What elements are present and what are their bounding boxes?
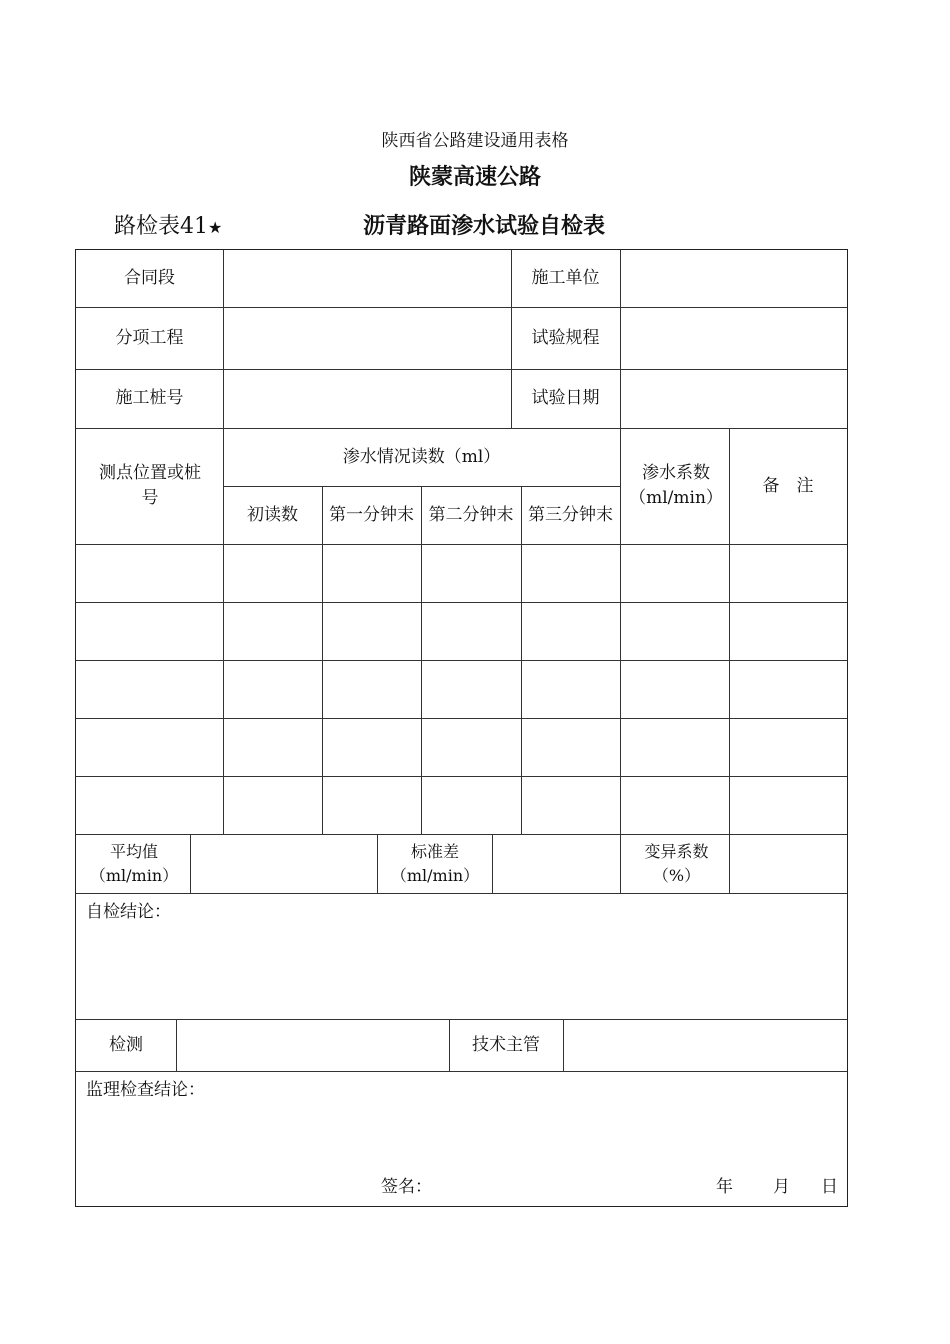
- average-label: 平均值（ml/min）: [89, 841, 179, 885]
- grid-line: [76, 1071, 847, 1072]
- day-label: 日: [821, 1177, 838, 1197]
- project-name: 陕蒙高速公路: [408, 165, 541, 190]
- grid-line: [176, 1019, 177, 1071]
- province-form-label: 陕西省公路建设通用表格: [381, 131, 569, 151]
- reading-group-header: 渗水情况读数（ml）: [342, 446, 501, 467]
- minute1-header: 第一分钟末: [329, 504, 414, 525]
- month-label: 月: [773, 1177, 790, 1197]
- supervisor-conclusion-label: 监理检查结论：: [86, 1080, 205, 1100]
- minute2-header: 第二分钟末: [428, 504, 514, 525]
- self-check-conclusion-label: 自检结论：: [86, 902, 171, 922]
- contract-section-label: 合同段: [124, 268, 175, 288]
- year-label: 年: [716, 1177, 733, 1197]
- grid-line: [76, 660, 847, 661]
- grid-line: [620, 250, 621, 428]
- grid-line: [190, 834, 191, 893]
- test-date-label: 试验日期: [531, 388, 600, 408]
- station-label: 施工桩号: [115, 388, 184, 408]
- grid-line: [492, 834, 493, 893]
- inspector-label: 检测: [109, 1034, 143, 1055]
- inspection-form-table: [75, 249, 848, 1207]
- grid-line: [76, 544, 847, 545]
- grid-line: [620, 428, 621, 893]
- grid-line: [377, 834, 378, 893]
- form-number: [114, 209, 222, 240]
- form-number-text: 路检表41: [114, 214, 208, 239]
- grid-line: [76, 893, 847, 894]
- cv-label: 变异系数（%）: [644, 841, 709, 885]
- grid-line: [76, 718, 847, 719]
- star-icon: ★: [208, 218, 223, 237]
- remark-header: 备 注: [762, 475, 814, 496]
- stddev-label: 标准差（ml/min）: [390, 841, 480, 885]
- point-position-header: 测点位置或桩号: [99, 463, 201, 508]
- grid-line: [76, 776, 847, 777]
- permeability-coef-header: 渗水系数（ml/min）: [629, 463, 723, 508]
- minute3-header: 第三分钟末: [528, 504, 613, 525]
- tech-lead-label: 技术主管: [472, 1034, 540, 1055]
- initial-reading-header: 初读数: [247, 504, 298, 525]
- grid-line: [76, 602, 847, 603]
- construction-unit-label: 施工单位: [531, 268, 600, 288]
- sub-item-label: 分项工程: [115, 327, 184, 348]
- form-title: 沥青路面渗水试验自检表: [363, 214, 606, 239]
- grid-line: [563, 1019, 564, 1071]
- test-spec-label: 试验规程: [531, 327, 600, 348]
- signature-label: 签名：: [381, 1177, 432, 1197]
